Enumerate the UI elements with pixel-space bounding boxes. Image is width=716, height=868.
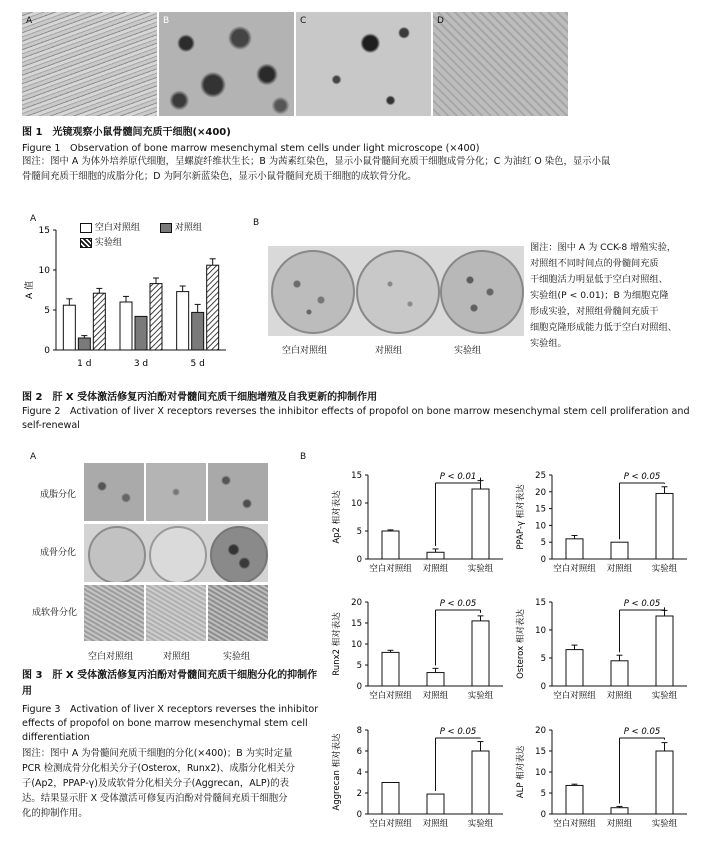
y-tick-label: 0 (540, 555, 546, 565)
y-tick-label: 0 (356, 682, 362, 692)
fig3-note-line: PCR 检测成骨分化相关分子(Osterox，Runx2)、成脂分化相关分 (22, 763, 295, 774)
dish-experiment (440, 250, 524, 334)
fig3-row-label: 成软骨分化 (32, 608, 78, 618)
bar (150, 284, 162, 350)
y-tick-label: 5 (540, 654, 546, 664)
bar (427, 794, 444, 814)
fig3-title-en-line: differentiation (22, 732, 90, 743)
fig3-note (22, 746, 295, 821)
bar (611, 661, 628, 686)
bar (656, 616, 673, 686)
y-tick-label: 5 (540, 538, 546, 549)
fig2-note-line: 形成实验，对照组骨髓间充质干 (530, 306, 659, 317)
osteogenic-experiment-dish (210, 526, 268, 582)
fig2-note-line: 实验组。 (530, 338, 567, 349)
osteogenic-control-dish (149, 526, 207, 582)
y-tick-label: 20 (535, 487, 546, 498)
significance-label: P < 0.05 (439, 727, 477, 737)
fig3-title-line: 用 (22, 686, 32, 697)
y-tick-label: 15 (351, 619, 362, 629)
legend-swatch-gray (160, 223, 172, 233)
fig1-panel-b-label: B (163, 16, 170, 26)
significance-label: P < 0.01 (439, 472, 477, 482)
fig3-title-en-line: effects of propofol on bone marrow mesenchymal stem cell (22, 718, 308, 729)
y-tick-label: 8 (356, 726, 362, 736)
y-tick-label: 0 (356, 555, 362, 565)
y-tick-label: 10 (535, 521, 546, 532)
y-axis-label: Ap2 相对表达 (332, 490, 342, 544)
x-tick-label: 实验组 (467, 691, 494, 701)
dish-control (356, 250, 440, 334)
bar (656, 751, 673, 814)
x-tick-label: 实验组 (467, 819, 494, 829)
y-tick-label: 15 (535, 598, 546, 608)
y-tick-label: 6 (356, 747, 362, 757)
legend-swatch-white (80, 223, 92, 233)
dish-label: 空白对照组 (282, 346, 328, 356)
chart-aggrecan (328, 708, 513, 838)
legend-label: 实验组 (94, 238, 122, 248)
y-tick-label: 2 (356, 789, 362, 799)
legend-label: 空白对照组 (94, 223, 140, 233)
y-tick-label: 15 (535, 504, 546, 515)
fig3-col-label: 对照组 (163, 652, 191, 662)
x-tick-label: 3 d (133, 359, 149, 369)
bar (93, 293, 105, 350)
osteogenic-blank-dish (88, 526, 146, 582)
fig3-note-line: 达。结果显示肝 X 受体激活可修复丙泊酚对骨髓间充质干细胞分 (22, 793, 288, 804)
fig3-title-en-line: Figure 3 Activation of liver X receptors reverses the inhibitor (22, 704, 319, 715)
x-tick-label: 空白对照组 (553, 564, 596, 574)
y-tick-label: 5 (540, 789, 546, 799)
y-tick-label: 25 (535, 471, 546, 481)
legend-label: 对照组 (174, 223, 202, 233)
fig2-panel-a-label: A (30, 214, 37, 224)
fig2-title-en-line: self-renewal (22, 420, 80, 431)
bar (566, 785, 583, 814)
bar (120, 302, 132, 350)
chart-ppap-gamma (512, 453, 697, 581)
x-tick-label: 对照组 (422, 691, 449, 701)
y-tick-label: 10 (351, 499, 362, 509)
fig2-note-line: 实验组(P < 0.01)；B 为细胞克隆 (530, 290, 669, 301)
dish-blank-control (271, 250, 355, 334)
fig2-note-line: 干细胞活力明显低于空白对照组、 (530, 274, 668, 285)
fig3-panel-a-label: A (30, 452, 37, 462)
fig2-bar-chart (22, 222, 232, 384)
chart-osterox (512, 580, 697, 710)
x-tick-label: 空白对照组 (553, 691, 596, 701)
y-axis-label: Aggrecan 相对表达 (332, 733, 342, 811)
bar (78, 338, 90, 350)
fig1-panel-a-label: A (26, 16, 33, 26)
y-tick-label: 5 (356, 527, 362, 537)
fig1-note-line: 骨髓间充质干细胞的成脂分化；D 为阿尔新蓝染色，显示小鼠骨髓间充质干细胞的成软骨分化。 (22, 171, 417, 182)
y-tick-label: 0 (540, 810, 546, 820)
osteogenic-panel (84, 524, 268, 582)
x-tick-label: 对照组 (422, 819, 449, 829)
fig2-title: 图 2 肝 X 受体激活修复丙泊酚对骨髓间充质干细胞增殖及自我更新的抑制作用 (22, 392, 378, 403)
x-tick-label: 5 d (190, 359, 205, 369)
bar (472, 621, 489, 686)
fig3-note-line: 图注：图中 A 为骨髓间充质干细胞的分化(×400)；B 为实时定量 (22, 748, 293, 759)
fig3-note-line: 化的抑制作用。 (22, 808, 88, 819)
bar (382, 783, 399, 815)
y-tick-label: 0 (540, 682, 546, 692)
adipogenic-experiment-image (208, 463, 268, 521)
legend-item-experiment (80, 235, 122, 248)
fig3-note-line: 子(Ap2，PPAP-γ)及成软骨分化相关分子(Aggrecan，ALP)的表 (22, 778, 289, 789)
bar (427, 552, 444, 559)
fig1-title-en: Figure 1 Observation of bone marrow mesenchymal stem cells under light microscope (×400) (22, 143, 480, 154)
significance-label: P < 0.05 (623, 727, 661, 737)
fig3-title (22, 668, 322, 700)
fig2-note-line: 细胞克隆形成能力低于空白对照组、 (530, 322, 677, 333)
x-tick-label: 空白对照组 (369, 564, 412, 574)
y-tick-label: 15 (38, 226, 50, 236)
y-axis-label: Runx2 相对表达 (332, 612, 342, 676)
x-tick-label: 对照组 (606, 819, 633, 829)
fig1-note (22, 154, 610, 184)
y-tick-label: 4 (356, 768, 362, 778)
y-tick-label: 5 (44, 306, 50, 316)
y-tick-label: 10 (38, 266, 50, 276)
chondrogenic-blank-image (84, 585, 144, 641)
y-axis-label: Osterox 相对表达 (516, 609, 526, 679)
bar (472, 751, 489, 814)
bar (192, 312, 204, 350)
bar (656, 493, 673, 559)
bar (472, 489, 489, 559)
bar (207, 265, 219, 350)
fig1-panel-a-micrograph (22, 12, 157, 116)
bar (611, 542, 628, 559)
bar (135, 316, 147, 350)
bar (566, 539, 583, 559)
x-tick-label: 实验组 (651, 564, 678, 574)
bar (611, 808, 628, 814)
x-tick-label: 实验组 (651, 691, 678, 701)
x-tick-label: 空白对照组 (369, 819, 412, 829)
x-tick-label: 实验组 (651, 819, 678, 829)
significance-label: P < 0.05 (623, 472, 661, 482)
bar (382, 652, 399, 686)
significance-label: P < 0.05 (623, 599, 661, 609)
bar (566, 650, 583, 686)
y-tick-label: 20 (535, 726, 546, 736)
bar (382, 531, 399, 559)
fig2-note (530, 240, 716, 352)
fig3-row-label: 成脂分化 (40, 490, 77, 500)
fig2-note-line: 对照组不同时间点的骨髓间充质 (530, 258, 659, 269)
fig3-title-line: 图 3 肝 X 受体激活修复丙泊酚对骨髓间充质干细胞分化的抑制作 (22, 670, 318, 681)
legend-item-control (160, 220, 202, 233)
fig2-panel-b-label: B (253, 218, 260, 228)
x-tick-label: 空白对照组 (369, 691, 412, 701)
y-tick-label: 10 (535, 626, 546, 636)
y-tick-label: 15 (535, 747, 546, 757)
fig2-title-en-line: Figure 2 Activation of liver X receptors reverses the inhibitor effects of propofol on bone marrow mesenchymal stem cell proliferation and (22, 406, 690, 417)
legend-item-blank (80, 220, 140, 233)
y-axis-label: A 值 (25, 280, 35, 300)
x-tick-label: 对照组 (606, 691, 633, 701)
x-tick-label: 实验组 (467, 564, 494, 574)
bar (427, 673, 444, 686)
x-tick-label: 对照组 (422, 564, 449, 574)
y-tick-label: 0 (44, 346, 50, 356)
chart-runx2 (328, 580, 513, 710)
y-axis-label: ALP 相对表达 (516, 745, 526, 799)
fig3-col-label: 实验组 (223, 652, 251, 662)
x-tick-label: 对照组 (606, 564, 633, 574)
y-axis-label: PPAP-γ 相对表达 (516, 484, 526, 550)
chart-ap2 (328, 453, 513, 581)
chart-alp (512, 708, 697, 838)
dish-label: 实验组 (454, 346, 482, 356)
adipogenic-blank-image (84, 463, 144, 521)
fig3-col-label: 空白对照组 (88, 652, 134, 662)
fig1-panel-c-micrograph (296, 12, 431, 116)
bar (63, 305, 75, 350)
fig1-note-line: 图注：图中 A 为体外培养原代细胞，呈螺旋纤维状生长；B 为茜素红染色，显示小鼠骨髓间充质干细胞成骨分化；C 为油红 O 染色，显示小鼠 (22, 156, 611, 167)
y-tick-label: 15 (351, 471, 362, 481)
legend-swatch-hatch (80, 238, 92, 248)
fig1-title: 图 1 光镜观察小鼠骨髓间充质干细胞(×400) (22, 127, 231, 138)
fig3-row-label: 成骨分化 (40, 548, 77, 558)
fig2-dish-photo (268, 246, 524, 336)
dish-label: 对照组 (375, 346, 403, 356)
significance-label: P < 0.05 (439, 599, 477, 609)
x-tick-label: 空白对照组 (553, 819, 596, 829)
y-tick-label: 10 (351, 640, 362, 650)
fig1-panel-d-label: D (437, 16, 444, 26)
fig3-panel-b-label: B (300, 452, 307, 462)
x-tick-label: 1 d (77, 359, 92, 369)
y-tick-label: 10 (535, 768, 546, 778)
y-tick-label: 20 (351, 598, 362, 608)
bar (177, 292, 189, 350)
fig1-panel-d-micrograph (433, 12, 568, 116)
adipogenic-control-image (146, 463, 206, 521)
fig2-title-en (22, 405, 690, 433)
fig1-panel-b-micrograph (159, 12, 294, 116)
chondrogenic-control-image (146, 585, 206, 641)
chondrogenic-experiment-image (208, 585, 268, 641)
y-tick-label: 0 (356, 810, 362, 820)
fig1-panel-c-label: C (300, 16, 307, 26)
y-tick-label: 5 (356, 661, 362, 671)
fig2-note-line: 图注：图中 A 为 CCK-8 增殖实验， (530, 242, 677, 253)
fig3-title-en (22, 703, 318, 745)
